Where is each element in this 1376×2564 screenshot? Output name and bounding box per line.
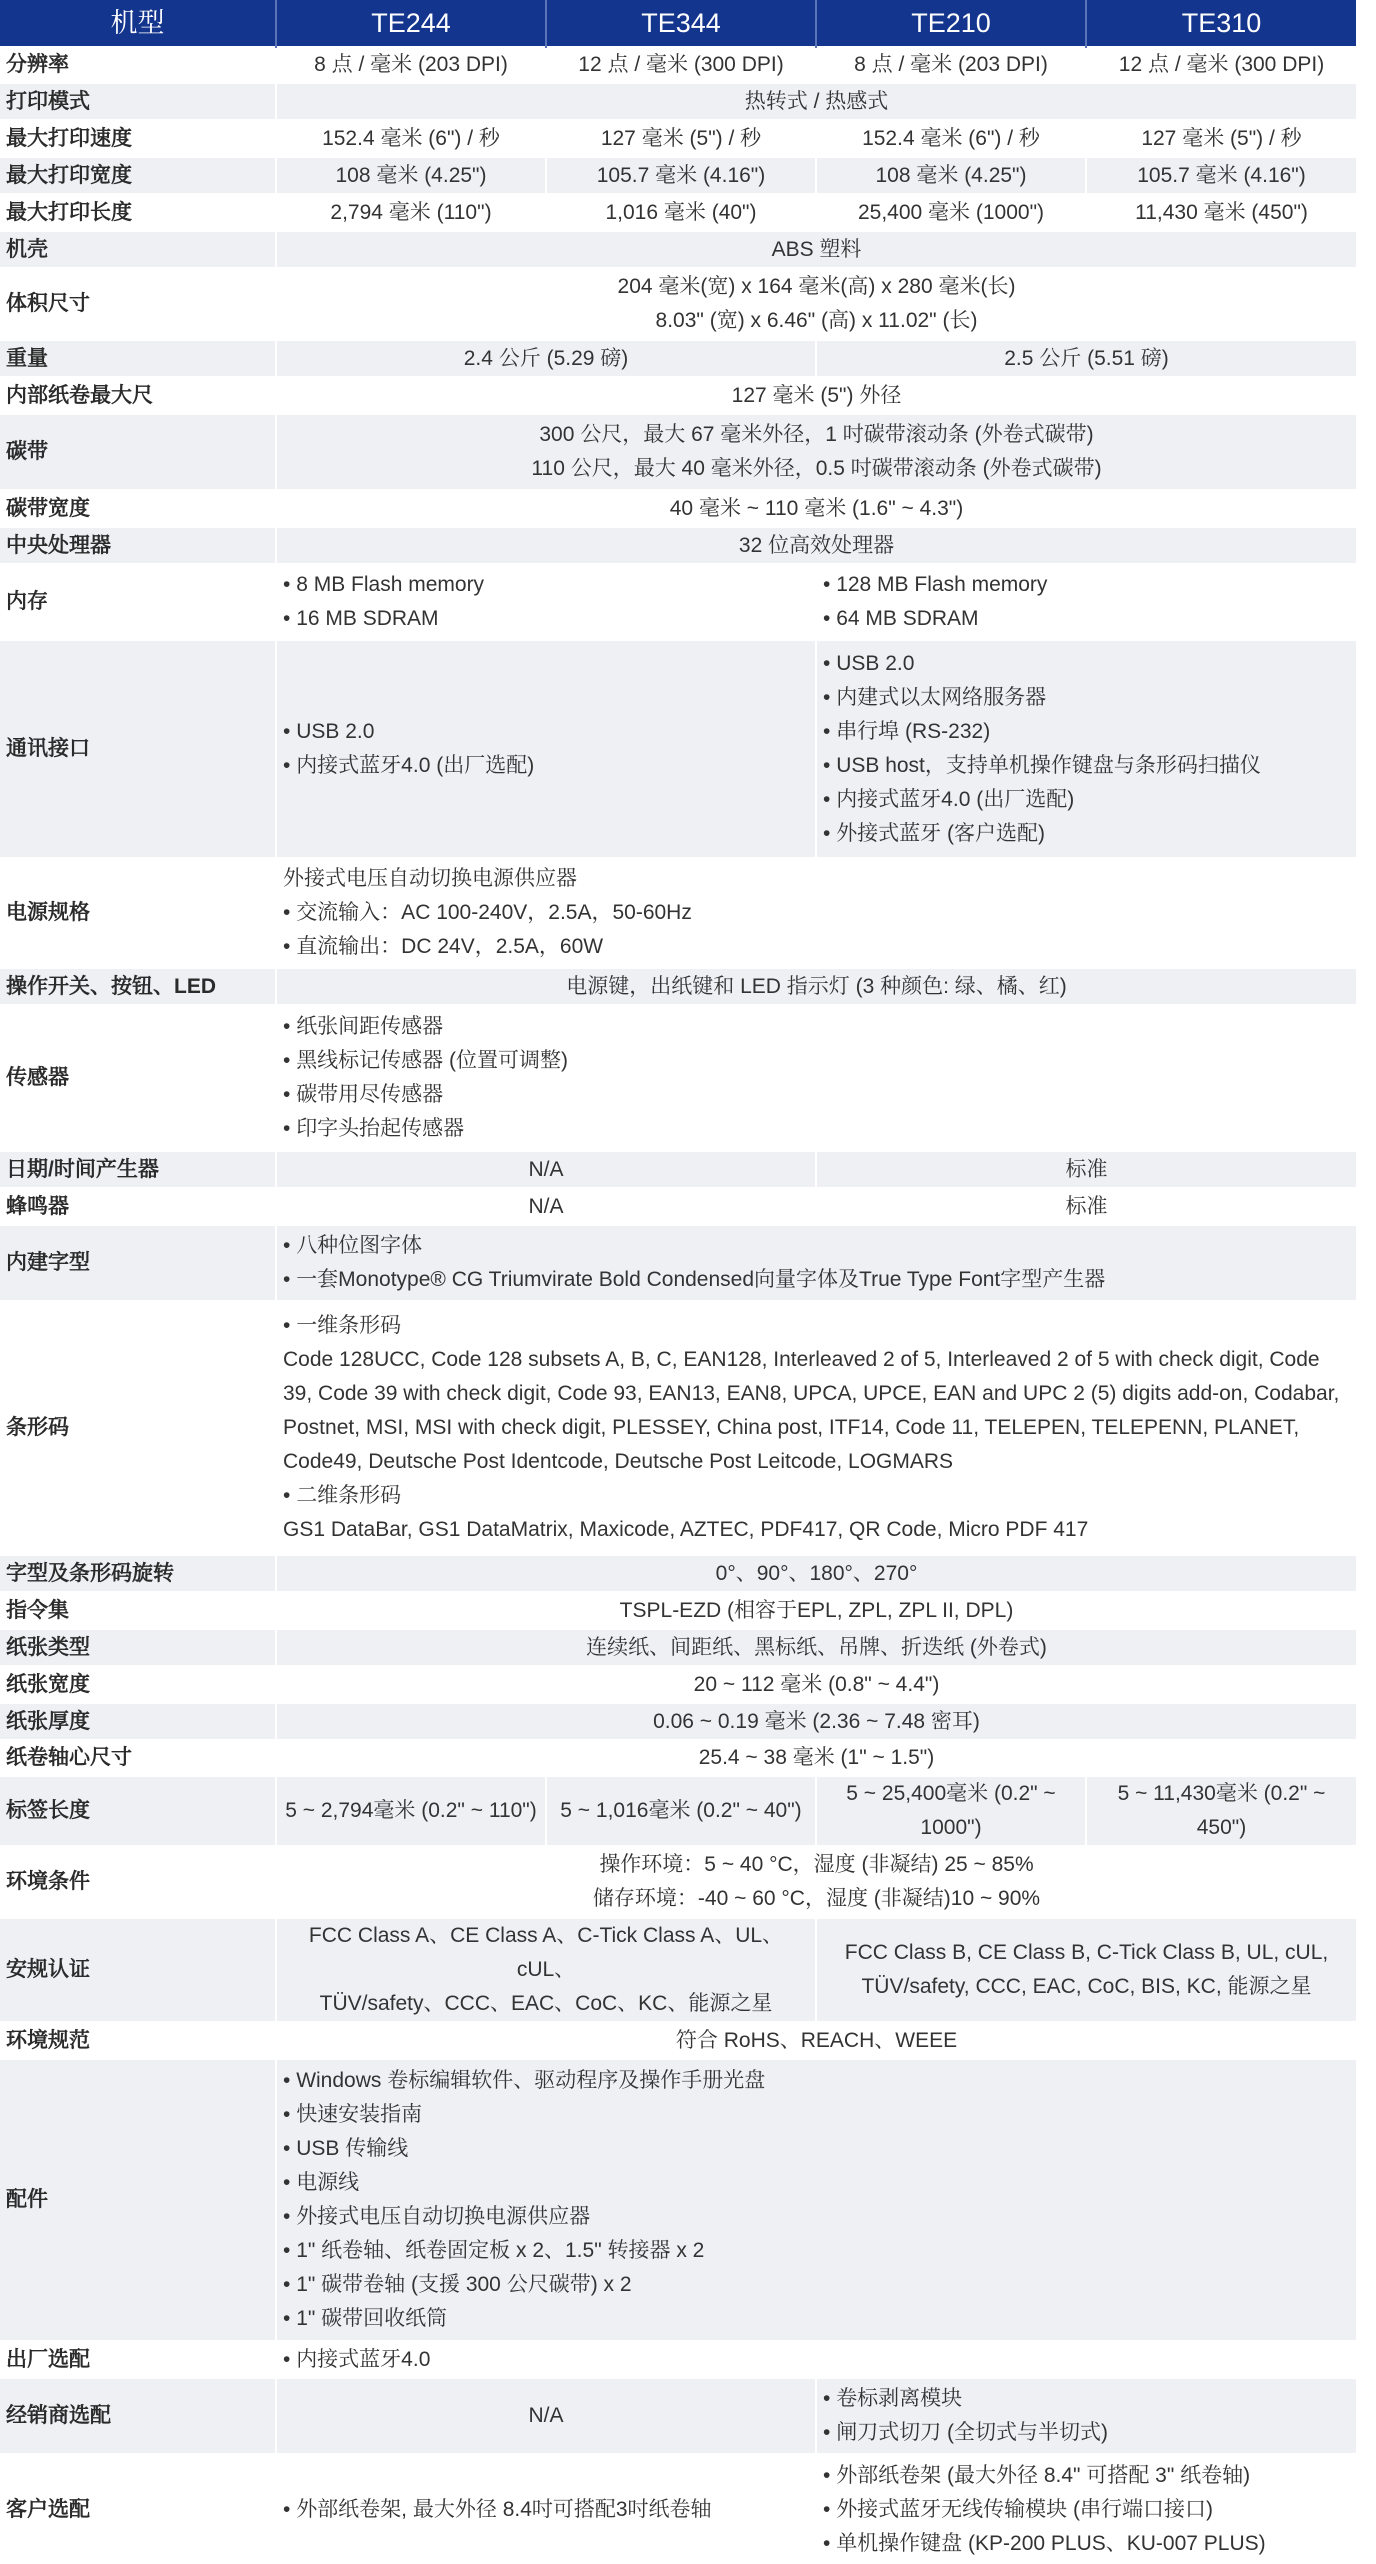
row-label: 碳带 bbox=[6, 440, 48, 463]
row-label: 通讯接口 bbox=[6, 737, 90, 760]
ribbon-line: 300 公尺，最大 67 毫米外径，1 吋碳带滚动条 (外卷式碳带) bbox=[539, 423, 1094, 446]
cell-te210-te310 bbox=[816, 1918, 1356, 2022]
cell-all: 电源键，出纸键和 LED 指示灯 (3 种颜色: 绿、橘、红) bbox=[276, 968, 1356, 1005]
row-weight bbox=[0, 340, 1356, 377]
list-item: • 一套Monotype® CG Triumvirate Bold Condensed向量字体及True Type Font字型产生器 bbox=[283, 1263, 1350, 1297]
cell-all: 20 ~ 112 毫米 (0.8" ~ 4.4") bbox=[276, 1666, 1356, 1703]
cell-te244: 5 ~ 2,794毫米 (0.2" ~ 110") bbox=[276, 1776, 546, 1846]
cell-all: 40 毫米 ~ 110 毫米 (1.6" ~ 4.3") bbox=[276, 490, 1356, 527]
list-item: • 外接式蓝牙无线传输模块 (串行端口接口) bbox=[823, 2493, 1350, 2527]
env-operation: 操作环境：5 ~ 40 °C，湿度 (非凝结) 25 ~ 85% bbox=[599, 1853, 1034, 1876]
cell-te210-te310 bbox=[816, 2378, 1356, 2454]
list-item: • 电源线 bbox=[283, 2166, 1350, 2200]
row-label: 内存 bbox=[6, 590, 48, 613]
cell-te244-te344: N/A bbox=[276, 2378, 816, 2454]
cell-te244-te344 bbox=[276, 2454, 816, 2564]
cell-te210: 8 点 / 毫米 (203 DPI) bbox=[816, 47, 1086, 83]
list-item: • 直流输出：DC 24V，2.5A，60W bbox=[283, 930, 1350, 964]
row-label: 客户选配 bbox=[6, 2497, 90, 2521]
list-item: • 闸刀式切刀 (全切式与半切式) bbox=[823, 2416, 1350, 2450]
ribbon-line: 110 公尺，最大 40 毫米外径，0.5 吋碳带滚动条 (外卷式碳带) bbox=[531, 457, 1102, 480]
cell-te310: 12 点 / 毫米 (300 DPI) bbox=[1086, 47, 1356, 83]
barcode-1d-heading: • 一维条形码 bbox=[283, 1309, 1350, 1343]
list-item: • 外接式蓝牙 (客户选配) bbox=[823, 817, 1350, 851]
row-interface bbox=[0, 640, 1356, 858]
row-label: 安规认证 bbox=[6, 1958, 90, 1981]
row-resolution bbox=[0, 47, 1356, 83]
row-controls bbox=[0, 968, 1356, 1005]
list-item: • USB 传输线 bbox=[283, 2132, 1350, 2166]
cell-te344: 5 ~ 1,016毫米 (0.2" ~ 40") bbox=[546, 1776, 816, 1846]
list-item: • 黑线标记传感器 (位置可调整) bbox=[283, 1044, 1350, 1078]
list-item: • 64 MB SDRAM bbox=[823, 602, 1350, 636]
list-item: • 内接式蓝牙4.0 (出厂选配) bbox=[823, 783, 1350, 817]
cell-te344: 105.7 毫米 (4.16") bbox=[546, 157, 816, 194]
env-storage: 储存环境：-40 ~ 60 °C，湿度 (非凝结)10 ~ 90% bbox=[592, 1887, 1041, 1910]
cell-te344: 127 毫米 (5") / 秒 bbox=[546, 120, 816, 157]
row-label: 蜂鸣器 bbox=[6, 1194, 69, 1218]
cell-all: 0°、90°、180°、270° bbox=[276, 1555, 1356, 1592]
list-item: • USB 2.0 bbox=[823, 647, 1350, 681]
row-environment bbox=[0, 1846, 1356, 1918]
list-item: • 快速安装指南 bbox=[283, 2098, 1350, 2132]
cell-te210-te310 bbox=[816, 564, 1356, 640]
row-label: 内建字型 bbox=[6, 1251, 90, 1274]
row-accessories bbox=[0, 2059, 1356, 2341]
cell-te310: 105.7 毫米 (4.16") bbox=[1086, 157, 1356, 194]
cell-te244: 152.4 毫米 (6") / 秒 bbox=[276, 120, 546, 157]
list-item: • 16 MB SDRAM bbox=[283, 602, 809, 636]
cell-te210-te310 bbox=[816, 2454, 1356, 2564]
cell-te344: 1,016 毫米 (40") bbox=[546, 194, 816, 231]
cell-all bbox=[276, 1301, 1356, 1555]
list-item: • Windows 卷标编辑软件、驱动程序及操作手册光盘 bbox=[283, 2064, 1350, 2098]
list-item: • 纸张间距传感器 bbox=[283, 1010, 1350, 1044]
cell-te344: 12 点 / 毫米 (300 DPI) bbox=[546, 47, 816, 83]
row-label: 经销商选配 bbox=[6, 2404, 111, 2427]
header-te210: TE210 bbox=[816, 0, 1086, 47]
cell-all bbox=[276, 1846, 1356, 1918]
cell-te310: 5 ~ 11,430毫米 (0.2" ~ 450") bbox=[1086, 1776, 1356, 1846]
list-item: • 1" 碳带卷轴 (支援 300 公尺碳带) x 2 bbox=[283, 2268, 1350, 2302]
cell-te210: 108 毫米 (4.25") bbox=[816, 157, 1086, 194]
barcode-2d-heading: • 二维条形码 bbox=[283, 1479, 1350, 1513]
list-item: • 外接式电压自动切换电源供应器 bbox=[283, 2200, 1350, 2234]
cert-line: TÜV/safety、CCC、EAC、CoC、KC、能源之星 bbox=[319, 1992, 773, 2015]
row-label: 内部纸卷最大尺 bbox=[6, 383, 153, 407]
cell-all: 0.06 ~ 0.19 毫米 (2.36 ~ 7.48 密耳) bbox=[276, 1703, 1356, 1740]
cell-te244-te344: N/A bbox=[276, 1188, 816, 1225]
row-max-length bbox=[0, 194, 1356, 231]
cert-line: FCC Class B, CE Class B, C-Tick Class B, UL, cUL, bbox=[844, 1941, 1329, 1964]
list-item: • 碳带用尽传感器 bbox=[283, 1078, 1350, 1112]
row-housing bbox=[0, 231, 1356, 268]
cell-all bbox=[276, 2059, 1356, 2341]
row-label: 最大打印速度 bbox=[6, 126, 132, 150]
row-label: 打印模式 bbox=[6, 89, 90, 113]
row-power bbox=[0, 858, 1356, 968]
cell-all bbox=[276, 1005, 1356, 1151]
dimension-mm: 204 毫米(宽) x 164 毫米(高) x 280 毫米(长) bbox=[617, 275, 1016, 298]
row-max-speed bbox=[0, 120, 1356, 157]
row-label: 出厂选配 bbox=[6, 2347, 90, 2371]
row-dealer-options bbox=[0, 2378, 1356, 2454]
list-item: • 1" 纸卷轴、纸卷固定板 x 2、1.5" 转接器 x 2 bbox=[283, 2234, 1350, 2268]
cert-line: TÜV/safety, CCC, EAC, CoC, BIS, KC, 能源之星 bbox=[861, 1975, 1312, 1998]
row-label: 指令集 bbox=[6, 1598, 69, 1622]
row-label: 中央处理器 bbox=[6, 533, 111, 557]
row-media-width bbox=[0, 1666, 1356, 1703]
cell-te210-te310 bbox=[816, 640, 1356, 858]
list-item: • 串行埠 (RS-232) bbox=[823, 715, 1350, 749]
row-rtc bbox=[0, 1151, 1356, 1188]
cell-te210: 152.4 毫米 (6") / 秒 bbox=[816, 120, 1086, 157]
row-label: 传感器 bbox=[6, 1066, 69, 1089]
list-item: • 8 MB Flash memory bbox=[283, 568, 809, 602]
list-item: • 内建式以太网络服务器 bbox=[823, 681, 1350, 715]
row-label: 条形码 bbox=[6, 1416, 69, 1439]
row-label: 重量 bbox=[6, 346, 48, 370]
row-label: 操作开关、按钮、LED bbox=[6, 974, 216, 998]
row-label: 标签长度 bbox=[6, 1799, 90, 1822]
cell-te310: 11,430 毫米 (450") bbox=[1086, 194, 1356, 231]
list-item: • 128 MB Flash memory bbox=[823, 568, 1350, 602]
cell-te244-te344: 2.4 公斤 (5.29 磅) bbox=[276, 340, 816, 377]
barcode-2d-list: GS1 DataBar, GS1 DataMatrix, Maxicode, AZTEC, PDF417, QR Code, Micro PDF 417 bbox=[283, 1518, 1089, 1541]
power-intro: 外接式电压自动切换电源供应器 bbox=[283, 867, 577, 890]
header-model: 机型 bbox=[0, 0, 276, 47]
list-item: • 内接式蓝牙4.0 (出厂选配) bbox=[283, 749, 809, 783]
dimension-inch: 8.03" (宽) x 6.46" (高) x 11.02" (长) bbox=[655, 309, 978, 332]
cell-te310: 127 毫米 (5") / 秒 bbox=[1086, 120, 1356, 157]
list-item: • 1" 碳带回收纸筒 bbox=[283, 2302, 1350, 2336]
cell-te244: 8 点 / 毫米 (203 DPI) bbox=[276, 47, 546, 83]
row-memory bbox=[0, 564, 1356, 640]
row-label: 纸张类型 bbox=[6, 1635, 90, 1659]
row-label: 字型及条形码旋转 bbox=[6, 1561, 174, 1585]
cell-te244: 2,794 毫米 (110") bbox=[276, 194, 546, 231]
row-label: 碳带宽度 bbox=[6, 496, 90, 520]
cell-all bbox=[276, 2341, 1356, 2378]
cell-te210: 25,400 毫米 (1000") bbox=[816, 194, 1086, 231]
cell-all bbox=[276, 858, 1356, 968]
header-row bbox=[0, 0, 1356, 47]
header-te244: TE244 bbox=[276, 0, 546, 47]
cell-te244-te344 bbox=[276, 1918, 816, 2022]
row-label: 最大打印长度 bbox=[6, 200, 132, 224]
list-item: • 外部纸卷架 (最大外径 8.4" 可搭配 3" 纸卷轴) bbox=[823, 2459, 1350, 2493]
row-buzzer bbox=[0, 1188, 1356, 1225]
row-label: 体积尺寸 bbox=[6, 292, 90, 315]
list-item: • USB host，支持单机操作键盘与条形码扫描仪 bbox=[823, 749, 1350, 783]
cell-te210-te310: 标准 bbox=[816, 1151, 1356, 1188]
list-item: • 卷标剥离模块 bbox=[823, 2382, 1350, 2416]
row-core-size bbox=[0, 1740, 1356, 1776]
list-item: • 交流输入：AC 100-240V，2.5A，50-60Hz bbox=[283, 896, 1350, 930]
list-item: • 印字头抬起传感器 bbox=[283, 1112, 1350, 1146]
cell-te210: 5 ~ 25,400毫米 (0.2" ~ 1000") bbox=[816, 1776, 1086, 1846]
row-certifications bbox=[0, 1918, 1356, 2022]
row-barcodes bbox=[0, 1301, 1356, 1555]
cell-all: 连续纸、间距纸、黑标纸、吊牌、折迭纸 (外卷式) bbox=[276, 1629, 1356, 1666]
row-label: 电源规格 bbox=[6, 901, 90, 924]
cell-all: TSPL-EZD (相容于EPL, ZPL, ZPL II, DPL) bbox=[276, 1592, 1356, 1629]
row-cpu bbox=[0, 527, 1356, 564]
row-max-width bbox=[0, 157, 1356, 194]
row-media-thickness bbox=[0, 1703, 1356, 1740]
cell-all: 127 毫米 (5") 外径 bbox=[276, 377, 1356, 414]
cell-te244-te344 bbox=[276, 564, 816, 640]
cell-all bbox=[276, 1225, 1356, 1301]
list-item: • USB 2.0 bbox=[283, 715, 809, 749]
row-media-type bbox=[0, 1629, 1356, 1666]
row-label: 日期/时间产生器 bbox=[6, 1157, 159, 1181]
row-label: 配件 bbox=[6, 2188, 48, 2211]
cell-all bbox=[276, 268, 1356, 340]
row-label: 环境条件 bbox=[6, 1870, 90, 1893]
list-item: • 外部纸卷架, 最大外径 8.4吋可搭配3吋纸卷轴 bbox=[283, 2493, 809, 2527]
row-internal-roll bbox=[0, 377, 1356, 414]
header-te310: TE310 bbox=[1086, 0, 1356, 47]
cell-te210-te310: 2.5 公斤 (5.51 磅) bbox=[816, 340, 1356, 377]
cell-all: 25.4 ~ 38 毫米 (1" ~ 1.5") bbox=[276, 1740, 1356, 1776]
cert-line: FCC Class A、CE Class A、C-Tick Class A、UL、cUL、 bbox=[308, 1924, 784, 1981]
row-fonts bbox=[0, 1225, 1356, 1301]
row-label: 分辨率 bbox=[6, 53, 69, 76]
cell-te244-te344: N/A bbox=[276, 1151, 816, 1188]
row-factory-options bbox=[0, 2341, 1356, 2378]
list-item: • 八种位图字体 bbox=[283, 1229, 1350, 1263]
row-label: 环境规范 bbox=[6, 2028, 90, 2052]
cell-te244: 108 毫米 (4.25") bbox=[276, 157, 546, 194]
cell-all bbox=[276, 414, 1356, 490]
row-label: 纸张宽度 bbox=[6, 1672, 90, 1696]
cell-all: 热转式 / 热感式 bbox=[276, 83, 1356, 120]
row-label: 最大打印宽度 bbox=[6, 163, 132, 187]
row-ribbon bbox=[0, 414, 1356, 490]
row-dimensions bbox=[0, 268, 1356, 340]
barcode-1d-list: Code 128UCC, Code 128 subsets A, B, C, EAN128, Interleaved 2 of 5, Interleaved 2 of 5 with check digit, Code 39, Code 39 with check digit, Code 93, EAN13, EAN8, UPCA, UPCE, EAN and UPC 2 (5) digits add-on, Codabar, Postnet, MSI, MSI with check digit, PLESSEY, China post, ITF14, Code 11, TELEPEN, TELEPENN, PLANET, Code49, Deutsche Post Identcode, Deutsche Post Leitcode, LOGMARS bbox=[283, 1348, 1340, 1473]
list-item: • 单机操作键盘 (KP-200 PLUS、KU-007 PLUS) bbox=[823, 2527, 1350, 2561]
cell-te210-te310: 标准 bbox=[816, 1188, 1356, 1225]
row-print-mode bbox=[0, 83, 1356, 120]
cell-all: 符合 RoHS、REACH、WEEE bbox=[276, 2022, 1356, 2059]
cell-all: ABS 塑料 bbox=[276, 231, 1356, 268]
cell-all: 32 位高效处理器 bbox=[276, 527, 1356, 564]
row-label: 纸张厚度 bbox=[6, 1709, 90, 1733]
row-rotation bbox=[0, 1555, 1356, 1592]
row-command-set bbox=[0, 1592, 1356, 1629]
row-compliance bbox=[0, 2022, 1356, 2059]
row-sensors bbox=[0, 1005, 1356, 1151]
row-label: 机壳 bbox=[6, 237, 48, 261]
row-ribbon-width bbox=[0, 490, 1356, 527]
row-user-options bbox=[0, 2454, 1356, 2564]
row-label: 纸卷轴心尺寸 bbox=[6, 1746, 132, 1769]
header-te344: TE344 bbox=[546, 0, 816, 47]
list-item: • 内接式蓝牙4.0 bbox=[283, 2343, 1350, 2377]
cell-te244-te344 bbox=[276, 640, 816, 858]
row-label-length bbox=[0, 1776, 1356, 1846]
